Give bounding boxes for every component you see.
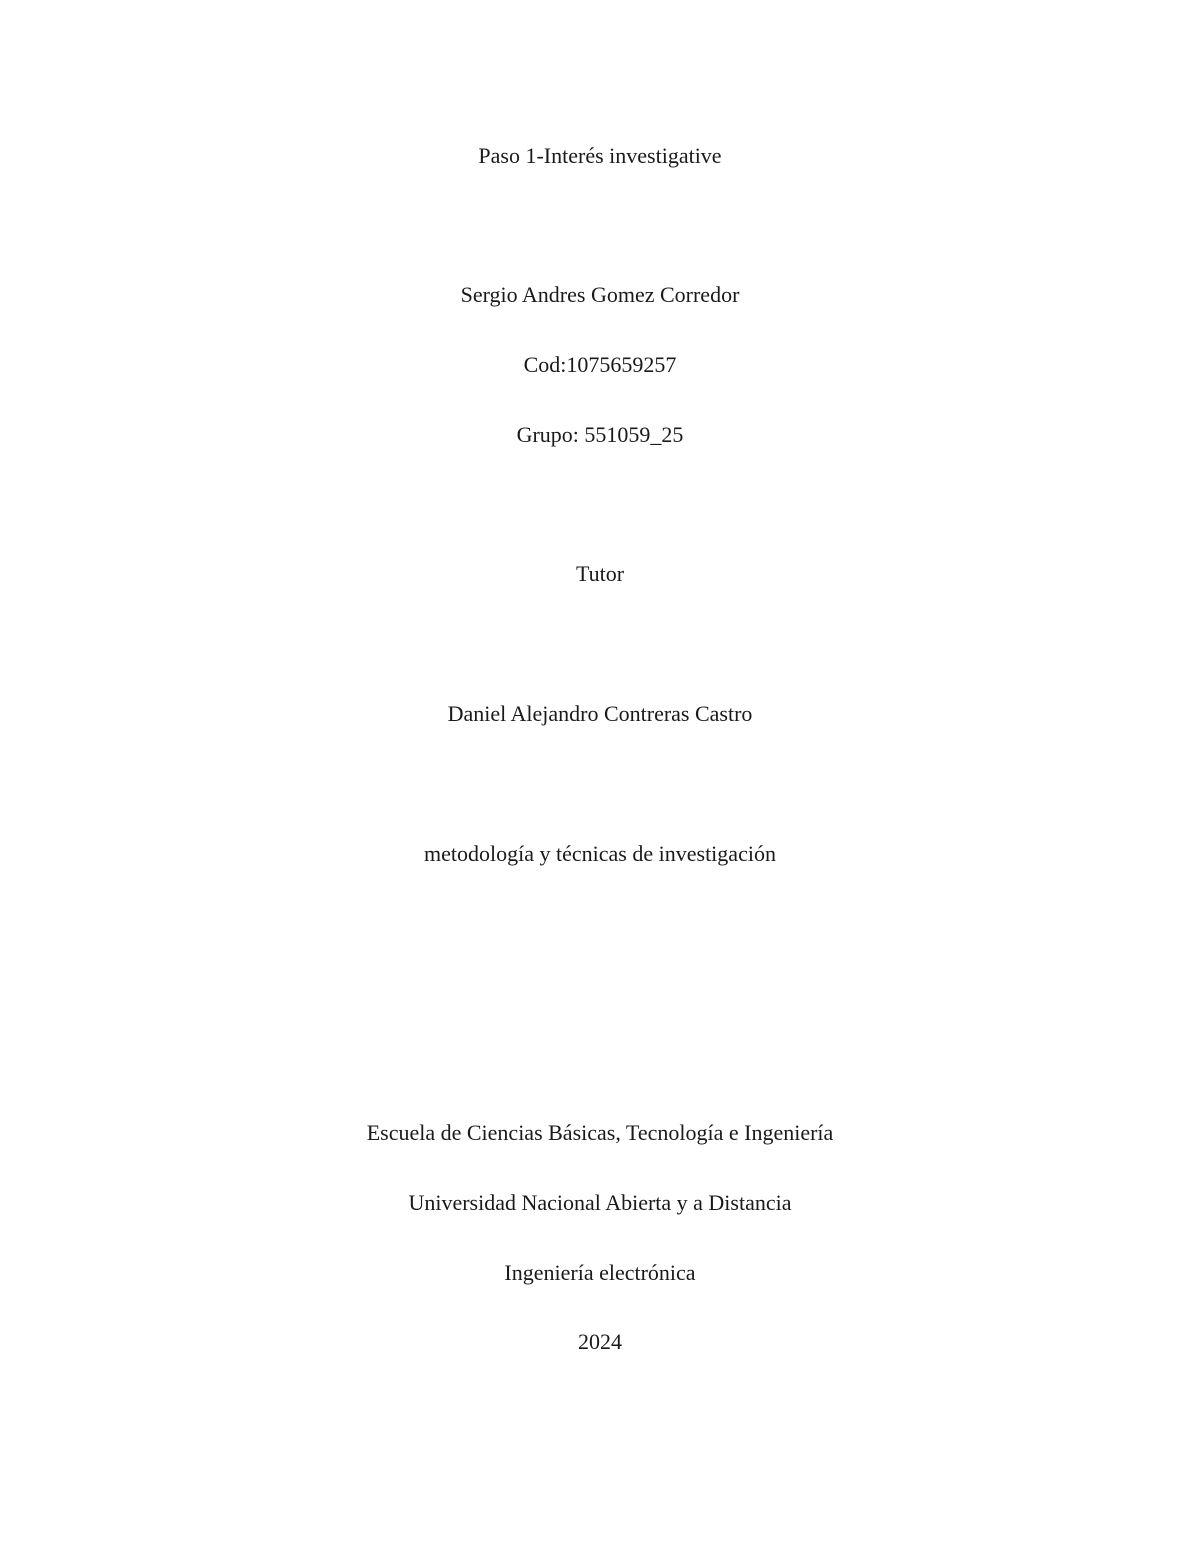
- student-code: Cod:1075659257: [523, 352, 677, 377]
- document-title: Paso 1-Interés investigative: [478, 143, 722, 168]
- author-name: Sergio Andres Gomez Corredor: [460, 282, 740, 307]
- tutor-label: Tutor: [575, 561, 625, 586]
- school-name: Escuela de Ciencias Básicas, Tecnología e Ingeniería: [366, 1120, 834, 1145]
- group-number: Grupo: 551059_25: [516, 422, 684, 447]
- course-name: metodología y técnicas de investigación: [424, 841, 776, 866]
- university-name: Universidad Nacional Abierta y a Distancia: [408, 1190, 792, 1215]
- tutor-name: Daniel Alejandro Contreras Castro: [447, 701, 753, 726]
- program-name: Ingeniería electrónica: [504, 1260, 696, 1285]
- year: 2024: [578, 1329, 622, 1354]
